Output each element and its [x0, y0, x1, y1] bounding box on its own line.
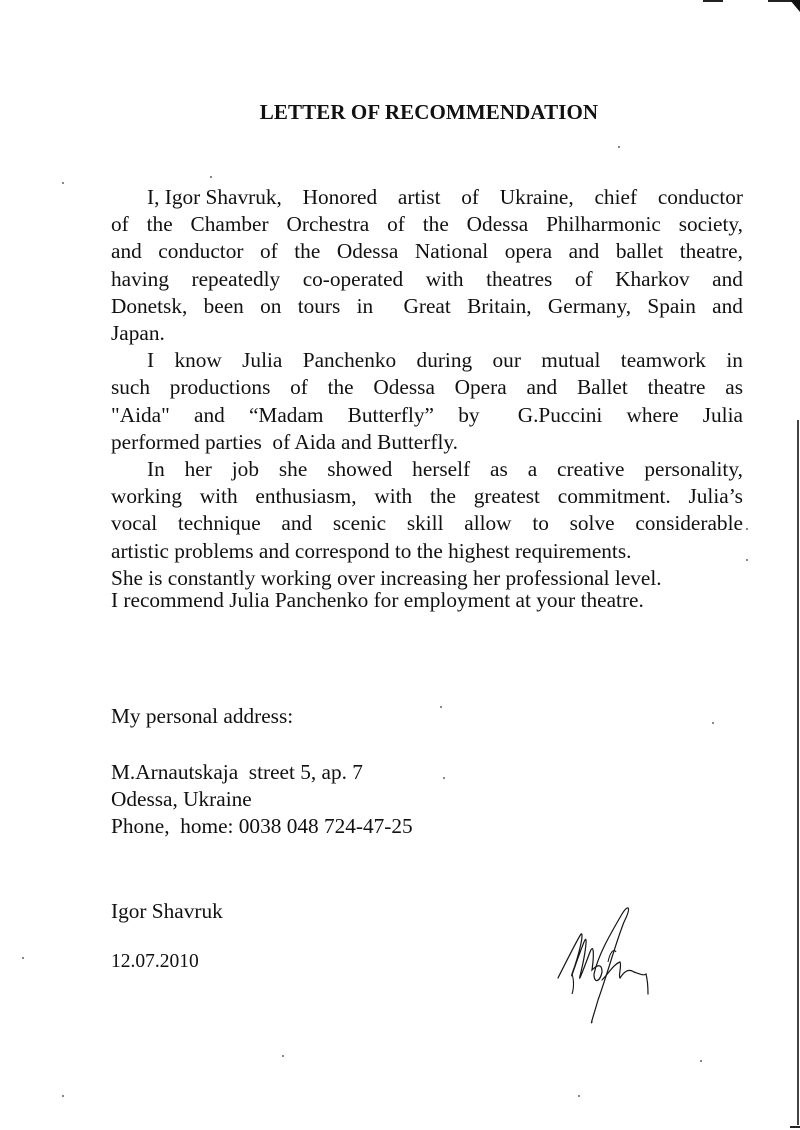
word: “Madam — [248, 402, 324, 427]
word: Britain, — [467, 293, 532, 318]
word: and — [712, 266, 743, 291]
word: and — [281, 511, 313, 536]
word: ballet — [615, 239, 664, 264]
word: society, — [678, 212, 743, 237]
word: the — [429, 484, 456, 509]
word: "Aida" — [111, 402, 170, 427]
word: of — [574, 266, 593, 291]
word: where — [626, 402, 679, 427]
word: Odessa — [466, 212, 529, 237]
letter-body — [111, 184, 743, 592]
word: Donetsk, — [111, 293, 188, 318]
scan-speck — [282, 1055, 284, 1057]
word: of — [461, 185, 480, 209]
word: Odessa — [336, 239, 399, 264]
scan-edge-mark — [703, 0, 723, 2]
word: co-operated — [302, 266, 404, 291]
word: of — [111, 212, 129, 237]
word: opera — [504, 239, 553, 264]
word: teamwork — [620, 348, 706, 373]
word: a — [527, 457, 538, 482]
text-line — [111, 184, 743, 211]
word: with — [374, 484, 413, 509]
word: with — [425, 266, 464, 291]
address-label: My personal address: — [111, 704, 294, 728]
address-street: M.Arnautskaja street 5, ap. 7 — [111, 760, 363, 784]
word: in — [726, 348, 743, 373]
word: Opera — [454, 375, 507, 400]
word: and — [111, 239, 142, 264]
word: on — [260, 293, 282, 318]
scan-speck — [746, 559, 748, 561]
word: and — [526, 375, 558, 400]
word: by — [458, 402, 480, 427]
scan-corner-fold — [790, 0, 800, 12]
scan-speck — [62, 182, 64, 184]
scan-speck — [746, 528, 748, 530]
word: Germany, — [547, 293, 632, 318]
word: National — [414, 239, 489, 264]
word: she — [278, 457, 308, 482]
word: Odessa — [373, 375, 435, 400]
scan-speck — [440, 706, 442, 708]
word: Ballet — [576, 375, 628, 400]
text-line — [111, 374, 743, 401]
word: Chamber — [190, 212, 269, 237]
word: and — [568, 239, 600, 264]
word: Philharmonic — [546, 212, 661, 237]
text-line — [111, 211, 743, 238]
word: Honored — [302, 185, 378, 209]
scan-speck — [618, 146, 620, 148]
scan-edge-mark — [768, 0, 792, 2]
word: tours — [297, 293, 341, 318]
word: the — [294, 239, 321, 264]
word: enthusiasm, — [255, 484, 357, 509]
word: conductor — [657, 185, 743, 209]
text-line — [111, 402, 743, 429]
letter-date: 12.07.2010 — [111, 951, 199, 972]
scan-speck — [443, 777, 445, 779]
word: Julia — [702, 402, 743, 427]
word: during — [416, 348, 473, 373]
word: job — [231, 457, 259, 482]
word: the — [146, 212, 173, 237]
address-city: Odessa, Ukraine — [111, 787, 252, 812]
word: scenic — [332, 511, 387, 536]
text-line — [111, 266, 743, 293]
word: and — [712, 293, 743, 318]
word: Panchenko — [302, 348, 397, 373]
word: mutual — [541, 348, 601, 373]
word: considerable — [635, 511, 743, 536]
word: creative — [557, 457, 625, 482]
word: as — [490, 457, 508, 482]
paragraph-assessment — [111, 456, 743, 592]
word: conductor — [158, 239, 244, 264]
word: Butterfly” — [347, 402, 435, 427]
scan-speck — [62, 1095, 64, 1097]
word: and — [194, 402, 225, 427]
word: working — [111, 484, 182, 509]
text-line: performed parties of Aida and Butterfly. — [111, 429, 458, 454]
word: of — [290, 375, 308, 400]
word: commitment. — [557, 484, 671, 509]
word: the — [422, 212, 449, 237]
word: Julia — [242, 348, 283, 373]
word: showed — [327, 457, 393, 482]
word: personality, — [644, 457, 743, 482]
word: theatre — [647, 375, 706, 400]
word: I — [147, 348, 155, 373]
word: G.Puccini — [517, 402, 603, 427]
word: our — [492, 348, 521, 373]
scan-speck — [700, 1060, 702, 1062]
word: In — [147, 457, 165, 482]
word: Julia’s — [688, 484, 743, 509]
paragraph-collaboration — [111, 347, 743, 456]
word: know — [174, 348, 222, 373]
word: Orchestra — [286, 212, 370, 237]
word: theatre, — [679, 239, 743, 264]
word: having — [111, 266, 169, 291]
word: repeatedly — [191, 266, 281, 291]
scan-speck — [22, 957, 24, 959]
text-line — [111, 293, 743, 320]
word: solve — [569, 511, 615, 536]
scan-speck — [578, 1095, 580, 1097]
word: of — [259, 239, 278, 264]
word: of — [387, 212, 405, 237]
word: with — [199, 484, 238, 509]
word: Great — [403, 293, 451, 318]
word: greatest — [473, 484, 540, 509]
text-line — [111, 483, 743, 510]
word: theatres — [486, 266, 553, 291]
word: been — [203, 293, 244, 318]
word: Kharkov — [615, 266, 690, 291]
word: chief — [594, 185, 638, 209]
text-line — [111, 347, 743, 374]
text-line — [111, 238, 743, 265]
scan-edge-line — [797, 420, 799, 1125]
paragraph-intro — [111, 184, 743, 347]
scan-edge-mark — [790, 1126, 800, 1128]
word: Ukraine, — [499, 185, 574, 209]
word: in — [356, 293, 374, 318]
word: the — [327, 375, 354, 400]
letter-title: LETTER OF RECOMMENDATION — [259, 100, 599, 124]
word: technique — [177, 511, 261, 536]
text-line — [111, 456, 743, 483]
text-line — [111, 510, 743, 537]
handwritten-signature — [536, 892, 676, 1052]
text-line: Japan. — [111, 321, 165, 346]
word: productions — [169, 375, 271, 400]
word: herself — [412, 457, 471, 482]
word: to — [532, 511, 549, 536]
address-phone: Phone, home: 0038 048 724-47-25 — [111, 814, 413, 839]
recommendation-statement: I recommend Julia Panchenko for employment at your theatre. — [111, 588, 644, 612]
text-line: She is constantly working over increasing her professional level. — [111, 565, 662, 590]
word: allow — [464, 511, 512, 536]
word: vocal — [111, 511, 158, 536]
signer-name: Igor Shavruk — [111, 899, 223, 923]
scan-speck — [712, 722, 714, 724]
word: such — [111, 375, 151, 400]
word: skill — [406, 511, 444, 536]
word: her — [184, 457, 212, 482]
word: I, Igor Shavruk, — [147, 185, 282, 209]
text-line: artistic problems and correspond to the highest requirements. — [111, 538, 632, 563]
word: as — [725, 375, 743, 400]
word: Spain — [647, 293, 696, 318]
address-block — [111, 759, 413, 841]
scan-speck — [210, 176, 212, 178]
word: artist — [397, 185, 441, 209]
